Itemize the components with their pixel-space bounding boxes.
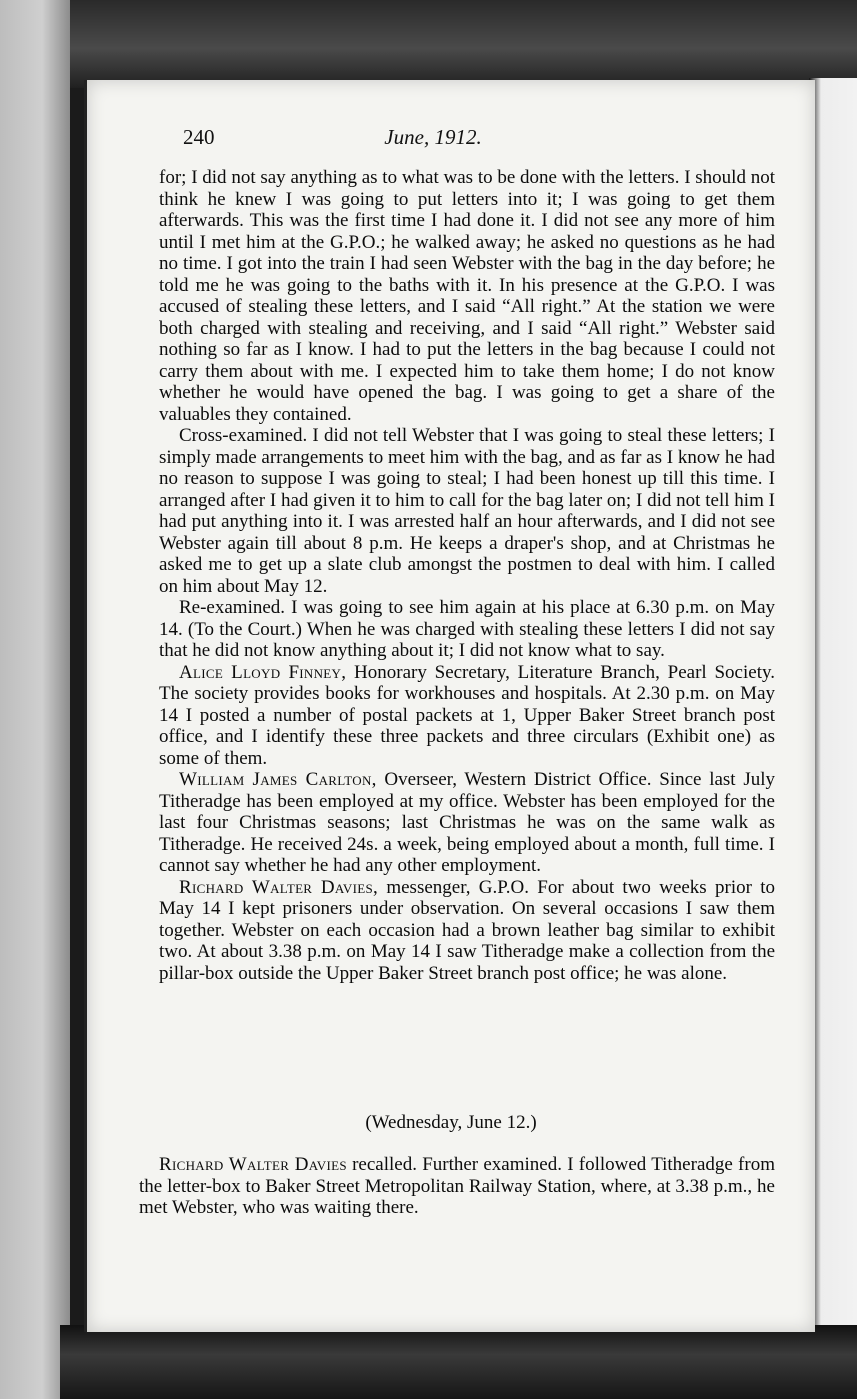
paragraph-finney — [159, 662, 775, 770]
scan-right-margin — [809, 78, 857, 1328]
paragraph-davies-recalled — [139, 1154, 775, 1219]
paragraph-text: recalled. Further examined. I followed Titheradge from the letter-box to Baker Street Metropolitan Railway Station, where, at 3.38 p.m., he met Webster, who was waiting there. — [139, 1154, 775, 1218]
scan-bottom-border — [60, 1325, 857, 1399]
paragraph-testimony: for; I did not say anything as to what was to be done with the letters. I should not think he knew I was going to put letters into it; I was going to get them afterwards. This was the first time I had done it. I did not see any more of him until I met him at the G.P.O.; he walked away; he asked no questions as he had no time. I got into the train I had seen Webster with the bag in the day before; he told me he was going to the baths with it. In his presence at the G.P.O. I was accused of stealing these letters, and I said “All right.” At the station we were both charged with stealing and receiving, and I said “All right.” Webster said nothing so far as I know. I had to put the letters in the bag because I could not carry them about with me. I expected him to take them home; I do not know whether he would have opened the bag. I was going to get a share of the valuables they contained. — [159, 167, 775, 425]
paragraph-carlton — [159, 769, 775, 877]
paragraph-re-examined: Re-examined. I was going to see him again at his place at 6.30 p.m. on May 14. (To the Court.) When he was charged with stealing these letters I did not say that he did not know anything about it; I did not know what to say. — [159, 597, 775, 661]
running-title: June, 1912. — [384, 125, 482, 149]
body-text — [159, 167, 775, 984]
page-number: 240 — [183, 125, 215, 149]
speaker-name: William James Carlton, — [179, 769, 377, 790]
speaker-name: Richard Walter Davies — [159, 1154, 347, 1175]
scan-top-border — [0, 0, 857, 88]
paragraph-text: Honorary Secretary, Literature Branch, Pearl Society. The society provides books for workhouses and hospitals. At 2.30 p.m. on May 14 I posted a number of postal packets at 1, Upper Baker Street branch post office, and I identify these three packets and three circulars (Exhibit one) as some of them. — [159, 661, 775, 769]
body-text-continued — [139, 1154, 775, 1219]
paragraph-text: Overseer, Western District Office. Since last July Titheradge has been employed at my office. Webster has been employed for the last four Christmas seasons; last Christmas he was on the same walk as Titheradge. He received 24s. a week, being employed about a month, full time. I cannot say whether he had any other employment. — [159, 769, 775, 876]
paragraph-davies — [159, 877, 775, 985]
paragraph-text: messenger, G.P.O. For about two weeks prior to May 14 I kept prisoners under observation. On several occasions I saw them together. Webster on each occasion had a brown leather bag similar to exhibit two. At about 3.38 p.m. on May 14 I saw Titheradge make a collection from the pillar-box outside the Upper Baker Street branch post office; he was alone. — [159, 876, 775, 984]
scan-left-margin — [0, 0, 70, 1399]
date-heading: (Wednesday, June 12.) — [365, 1112, 537, 1133]
page-header — [183, 125, 723, 155]
document-page — [84, 80, 815, 1332]
paragraph-cross-examined: Cross-examined. I did not tell Webster that I was going to steal these letters; I simply made arrangements to meet him with the bag, and as far as I know he had no reason to suppose I was going to steal; I had been honest up till this time. I arranged after I had given it to him to call for the bag later on; I did not tell him I had put anything into it. I was arrested half an hour afterwards, and I did not see Webster again till about 8 p.m. He keeps a draper's shop, and at Christmas he asked me to get up a slate club amongst the postmen to deal with him. I called on him about May 12. — [159, 425, 775, 597]
speaker-name: Richard Walter Davies, — [179, 876, 379, 898]
speaker-name: Alice Lloyd Finney, — [179, 661, 347, 683]
